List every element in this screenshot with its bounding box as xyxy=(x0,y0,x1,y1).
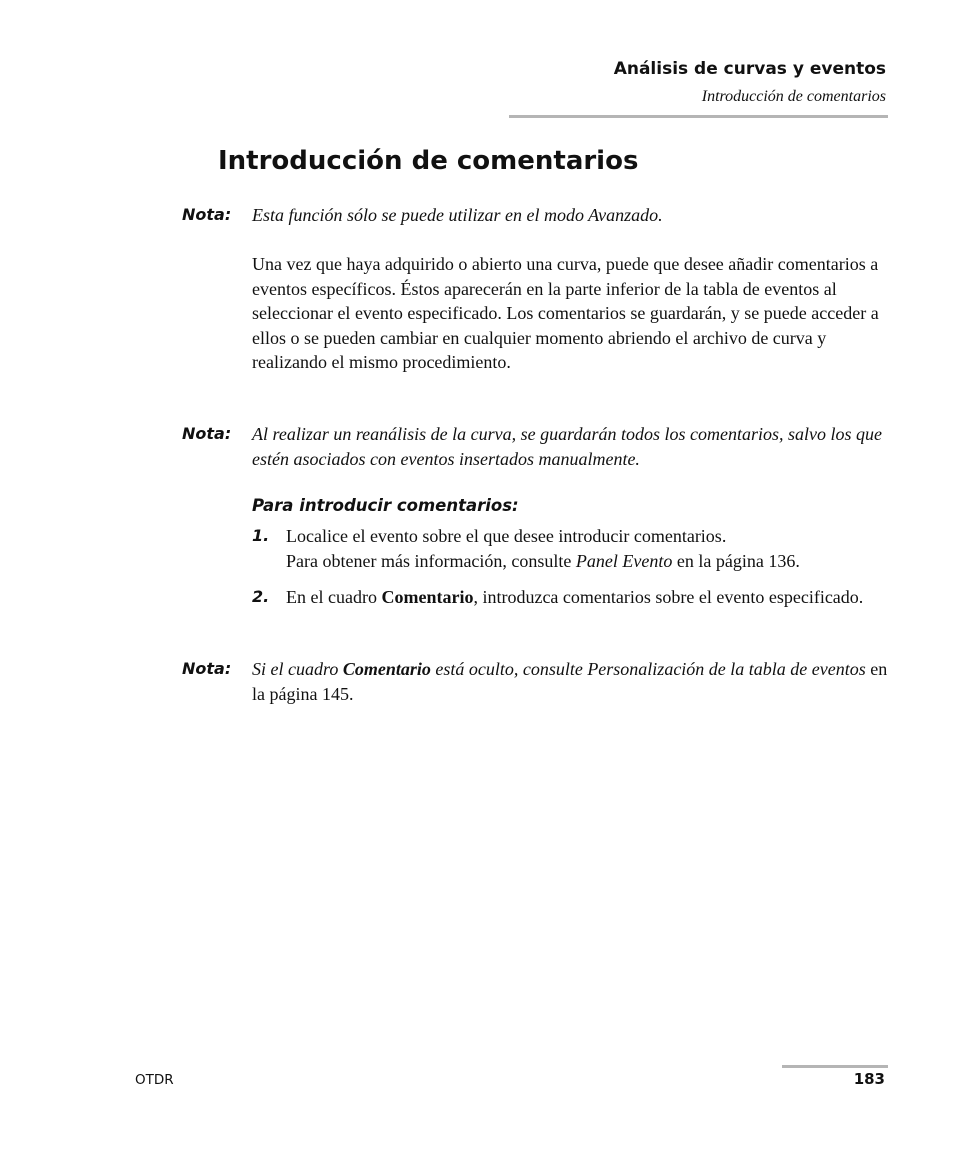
note-hidden-box xyxy=(182,657,892,706)
note-3-prefix: Si el cuadro xyxy=(252,659,343,679)
footer-rule xyxy=(782,1065,888,1068)
step-number: 1. xyxy=(252,526,270,545)
step-1-reference-prefix: Para obtener más información, consulte xyxy=(286,550,576,571)
panel-evento-link[interactable]: Panel Evento xyxy=(575,550,673,571)
intro-paragraph: Una vez que haya adquirido o abierto una curva, puede que desee añadir comentarios a eventos específicos. Éstos aparecerán en la parte inferior de la tabla de eventos al seleccionar el evento especificado. Los comentarios se guardarán, y se puede acceder a ellos o se pueden cambiar en cualquier momento abriendo el archivo de curva y realizando el mismo procedimiento. xyxy=(252,254,879,372)
step-2 xyxy=(252,585,892,610)
procedure-title: Para introducir comentarios: xyxy=(252,496,519,515)
note-label: Nota: xyxy=(182,424,232,443)
section-title: Introducción de comentarios xyxy=(701,88,886,105)
note-advanced-mode xyxy=(182,203,892,228)
step-1 xyxy=(252,524,892,573)
page-number: 183 xyxy=(853,1070,885,1088)
step-1-reference-suffix: en la página 136. xyxy=(672,550,800,571)
step-2-prefix: En el cuadro xyxy=(286,587,382,607)
footer-product: OTDR xyxy=(135,1072,174,1088)
note-3-suffix: en la página 145. xyxy=(252,659,888,704)
step-number: 2. xyxy=(252,587,270,606)
note-reanalysis xyxy=(182,422,892,471)
note-text: Al realizar un reanálisis de la curva, se guardarán todos los comentarios, salvo los que estén asociados con eventos insertados manualmente. xyxy=(252,424,882,469)
page-title: Introducción de comentarios xyxy=(218,146,639,176)
header-rule xyxy=(509,115,888,118)
note-text: Esta función sólo se puede utilizar en el modo Avanzado. xyxy=(252,205,663,225)
personalizacion-link[interactable]: está oculto, consulte Personalización de la tabla de eventos xyxy=(430,659,866,679)
chapter-title: Análisis de curvas y eventos xyxy=(613,59,886,79)
note-label: Nota: xyxy=(182,205,232,224)
running-header xyxy=(614,58,886,108)
note-label: Nota: xyxy=(182,659,232,678)
comentario-term: Comentario xyxy=(381,587,474,607)
comentario-term: Comentario xyxy=(342,659,431,679)
step-1-text: Localice el evento sobre el que desee introducir comentarios. xyxy=(286,526,727,546)
step-2-suffix: , introduzca comentarios sobre el evento especificado. xyxy=(473,587,864,607)
